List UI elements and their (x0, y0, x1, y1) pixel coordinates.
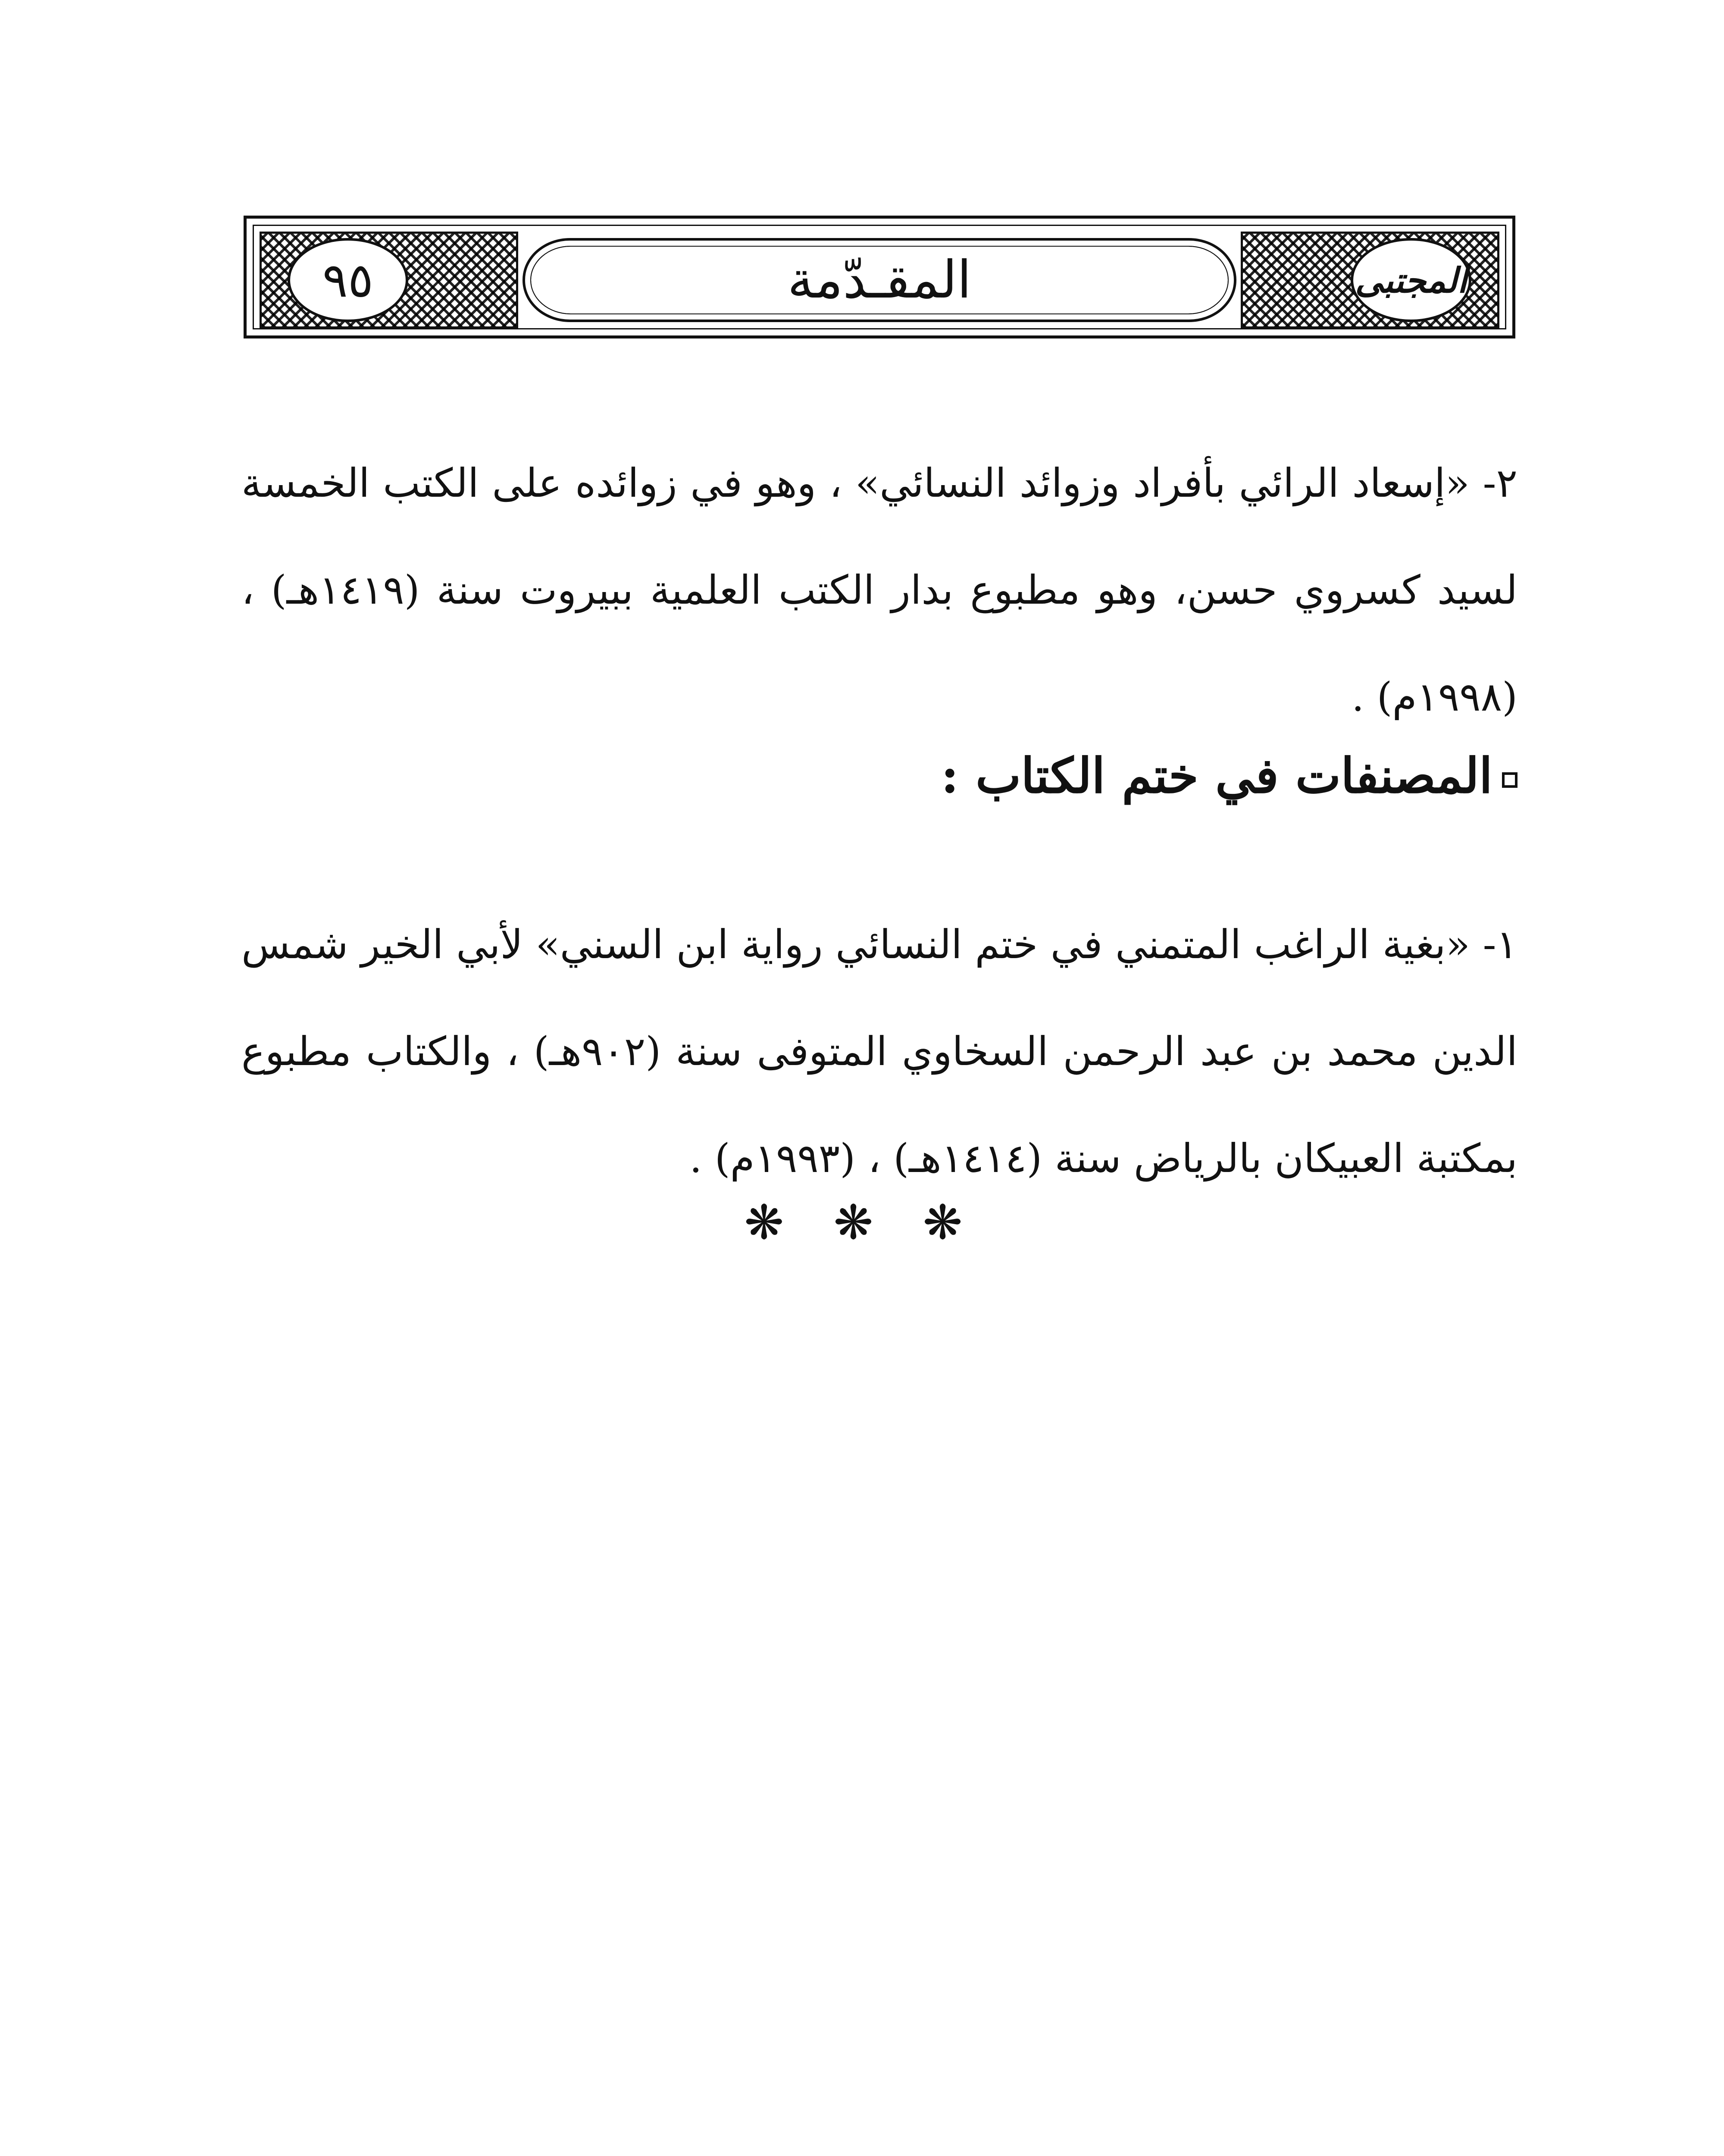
book-logo-seal (1351, 238, 1471, 322)
section-separator: ❋ ❋ ❋ (744, 1195, 980, 1250)
item-number: ١- (1483, 921, 1517, 968)
section-heading-text: المصنفات في ختم الكتاب : (941, 748, 1492, 804)
square-bullet-icon (1502, 772, 1517, 788)
list-item (241, 430, 1517, 751)
item-text: «بغية الراغب المتمني في ختم النسائي رواية ابن السني» لأبي الخير شمس الدين محمد بن عبد الرحمن السخاوي المتوفى سنة (٩٠٢هـ) ، والكتاب مطبوع بمكتبة العبيكان بالرياض سنة (١٤١٤هـ) ، (١٩٩٣م) . (241, 921, 1517, 1181)
book-logo: المجتبى (1355, 260, 1467, 301)
section-heading (241, 733, 1517, 819)
page-header (244, 216, 1515, 338)
header-title: المقـدّمة (787, 250, 972, 310)
item-text: «إسعاد الرائي بأفراد وزوائد النسائي» ، وهو في زوائده على الكتب الخمسة لسيد كسروي حسن، وهو مطبوع بدار الكتب العلمية ببيروت سنة (١٤١٩هـ) ، (١٩٩٨م) . (241, 460, 1517, 720)
list-item (241, 891, 1517, 1212)
page-number: ٩٥ (322, 252, 374, 308)
item-number: ٢- (1483, 460, 1517, 506)
header-title-cartouche (523, 238, 1236, 322)
page-number-seal (288, 238, 408, 322)
